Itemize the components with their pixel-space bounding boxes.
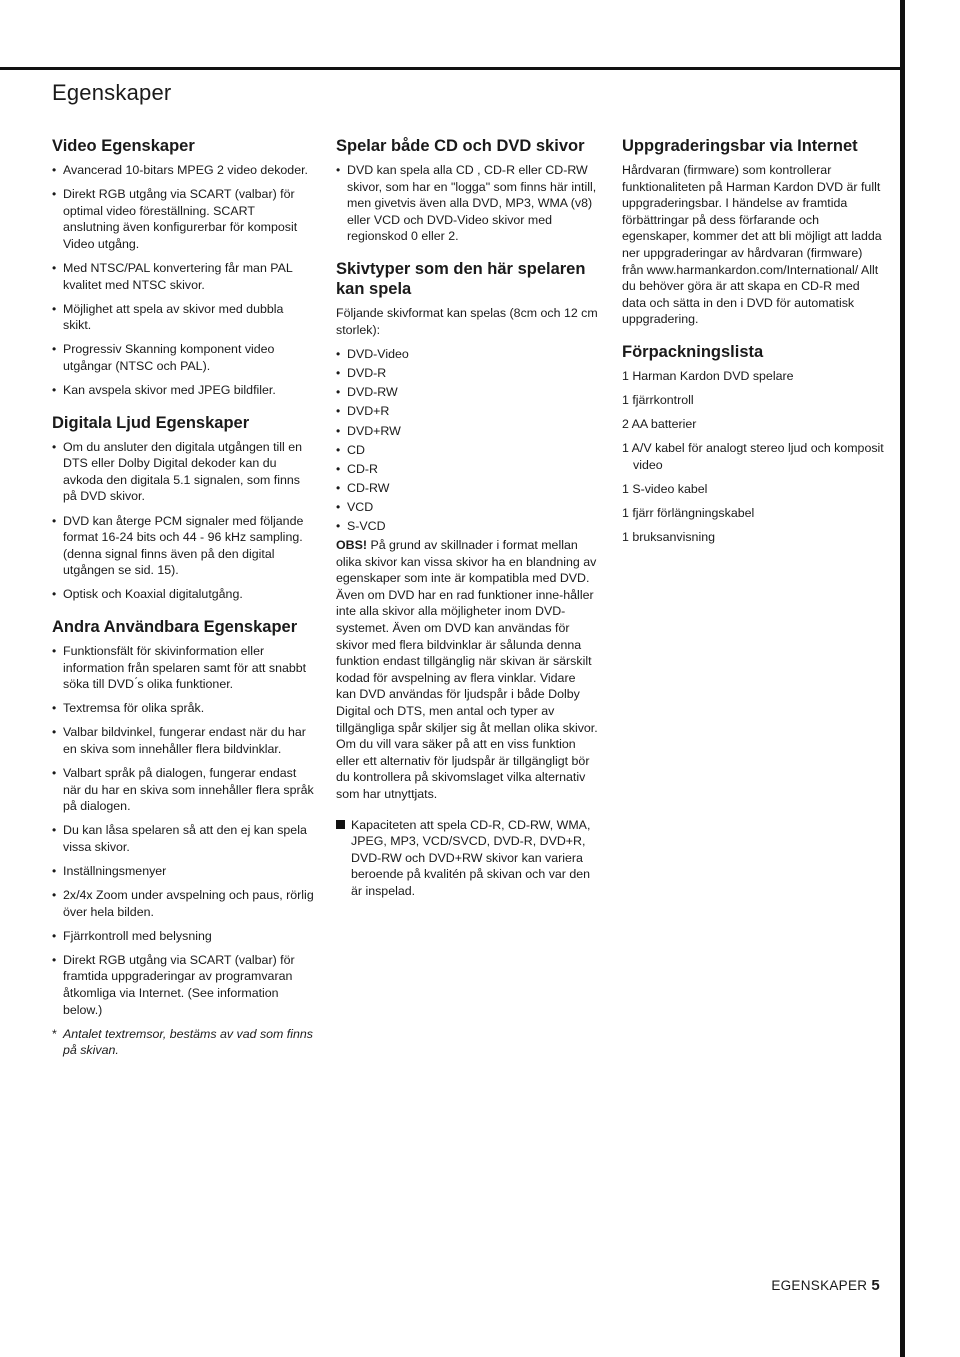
list-item: • Avancerad 10-bitars MPEG 2 video dekoder.: [52, 162, 314, 179]
upgrade-text: Hårdvaran (firmware) som kontrollerar funktionaliteten på Harman Kardon DVD är fullt uppgraderingsbar. I händelse av framtida förbättringar på dess förfarande och egenskaper, kommer det att bli möjligt att ladda ner uppgraderingar av hårdvaran (firmware) från www.harmankardon.com/International/ Allt du behöver göra är att skapa en CD-R med data och sätta in den i DVD för automatisk uppgradering.: [622, 163, 882, 327]
list-item: [622, 481, 884, 498]
section-heading-playback: Spelar både CD och DVD skivor: [336, 137, 585, 155]
section-heading-other: Andra Användbara Egenskaper: [52, 617, 298, 636]
list-item: [622, 416, 884, 433]
list-item: • CD-R: [336, 461, 598, 478]
audio-features-list: [52, 439, 314, 603]
obs-label: OBS!: [336, 538, 367, 553]
list-item: • 2x/4x Zoom under avspelning och paus, rörlig över hela bilden.: [52, 887, 314, 920]
footer-label: EGENSKAPER: [771, 1278, 868, 1293]
page-footer: [771, 1277, 880, 1294]
list-item: • DVD-R: [336, 365, 598, 382]
list-item-text: 1 bruksanvisning: [622, 530, 715, 545]
footnote: [52, 1026, 314, 1059]
section-heading-audio: Digitala Ljud Egenskaper: [52, 413, 250, 432]
list-item-text: 1 Harman Kardon DVD spelare: [622, 368, 794, 383]
list-item: [622, 505, 884, 522]
list-item: • CD-RW: [336, 480, 598, 497]
list-item: • Progressiv Skanning komponent video utgångar (NTSC och PAL).: [52, 341, 314, 374]
list-item: • DVD+R: [336, 403, 598, 420]
vertical-rule: [900, 0, 905, 1357]
column-left: [52, 136, 314, 1059]
list-item: • DVD+RW: [336, 423, 598, 440]
list-item: [622, 392, 884, 409]
list-item: • DVD kan återge PCM signaler med följande format 16-24 bits och 44 - 96 kHz sampling. (denna signal finns även på den digital utgången se sid. 15).: [52, 513, 314, 579]
section-heading-packing: Förpackningslista: [622, 342, 764, 361]
other-features-list: [52, 643, 314, 1018]
list-item: • Fjärrkontroll med belysning: [52, 928, 314, 945]
section-heading-upgrade: Uppgraderingsbar via Internet: [622, 137, 858, 155]
video-features-list: [52, 162, 314, 399]
footnote-text: Antalet textremsor, bestäms av vad som finns på skivan.: [63, 1026, 313, 1058]
list-item-text: 1 S-video kabel: [622, 481, 708, 496]
list-item: • Du kan låsa spelaren så att den ej kan spela vissa skivor.: [52, 822, 314, 855]
list-item: • Om du ansluter den digitala utgången till en DTS eller Dolby Digital dekoder kan du avkoda den digitala 5.1 signalen, som finns på DVD skivor.: [52, 439, 314, 505]
list-item: • Valbart språk på dialogen, fungerar endast när du har en skiva som innehåller flera språk på dialogen.: [52, 765, 314, 815]
section-heading-video: Video Egenskaper: [52, 137, 195, 155]
list-item: • Direkt RGB utgång via SCART (valbar) för framtida uppgraderingar av programvaran åtkomliga via Internet. (See information below.): [52, 952, 314, 1018]
list-item-text: 2 AA batterier: [622, 417, 697, 432]
page-title: Egenskaper: [52, 80, 172, 105]
list-item: • DVD-RW: [336, 384, 598, 401]
list-item-text: 1 A/V kabel för analogt stereo ljud och komposit video: [622, 441, 884, 472]
playback-list: [336, 162, 598, 245]
list-item: [622, 440, 884, 473]
capacity-note-text: Kapaciteten att spela CD-R, CD-RW, WMA, JPEG, MP3, VCD/SVCD, DVD-R, DVD+R, DVD-RW och DVD+RW skivor kan variera beroende på kvalitén på skivan och var den är inspelad.: [351, 817, 591, 898]
list-item-text: 1 fjärr förlängningskabel: [622, 506, 755, 520]
disc-types-list: [336, 346, 598, 534]
obs-note: [336, 537, 598, 803]
list-item: • DVD-Video: [336, 346, 598, 363]
page-number: 5: [871, 1277, 880, 1294]
list-item: • Möjlighet att spela av skivor med dubbla skikt.: [52, 301, 314, 334]
packing-list: [622, 368, 884, 546]
capacity-note: [336, 817, 598, 900]
list-item: • Textremsa för olika språk.: [52, 700, 314, 717]
list-item: • Optisk och Koaxial digitalutgång.: [52, 586, 314, 603]
list-item: • S-VCD: [336, 518, 598, 535]
list-item: • CD: [336, 442, 598, 459]
list-item: [622, 529, 884, 546]
list-item: • Kan avspela skivor med JPEG bildfiler.: [52, 382, 314, 399]
obs-text: På grund av skillnader i format mellan olika skivor kan vissa skivor ha en blandning av egenskaper som inte är kompatibla med DVD. Även om DVD har en rad funktioner inne-håller inte alla skivor alla möjligheter inom DVD-systemet. Även om DVD kan användas för skivor med flera bildvinklar är sålunda denna funktion endast tillgänglig när skivan är särskilt kodad för avspelning av flera vinklar. Vidare kan DVD användas för ljudspår i både Dolby Digital och DTS, men antal och typer av tillgängliga spår skiljer sig åt mellan olika skivor. Om du vill vara säker på att en viss funktion eller ett alternativ för ljudspår är tillgängligt bör du kontrollera på skivomslaget vilka alternativ som har utnyttjats.: [336, 538, 598, 801]
list-item: • Valbar bildvinkel, fungerar endast när du har en skiva som innehåller flera bildvinklar.: [52, 724, 314, 757]
header-rule: [0, 67, 900, 70]
list-item: • DVD kan spela alla CD , CD-R eller CD-RW skivor, som har en "logga" som finns här intill, men givetvis även alla DVD, MP3, WMA (v8) eller VCD och DVD-Video skivor med regionskod 0 eller 2.: [336, 162, 598, 245]
list-item: • Med NTSC/PAL konvertering får man PAL kvalitet med NTSC skivor.: [52, 260, 314, 293]
column-right: [622, 136, 884, 553]
list-item: • Direkt RGB utgång via SCART (valbar) för optimal video föreställning. SCART anslutning även konfigurerbar för komposit Video utgång.: [52, 186, 314, 252]
footnote-star: *: [52, 1026, 57, 1041]
list-item: • Funktionsfält för skivinformation eller information från spelaren samt för att snabbt söka till DVD ́s olika funktioner.: [52, 643, 314, 693]
list-item: • Inställningsmenyer: [52, 863, 314, 880]
list-item: • VCD: [336, 499, 598, 516]
square-bullet-icon: [336, 820, 345, 829]
section-heading-disc-types: Skivtyper som den här spelaren kan spela: [336, 259, 586, 298]
column-middle: [336, 136, 598, 900]
disc-types-intro: Följande skivformat kan spelas (8cm och 12 cm storlek):: [336, 305, 598, 337]
list-item-text: 1 fjärrkontroll: [622, 393, 694, 408]
list-item: [622, 368, 884, 385]
